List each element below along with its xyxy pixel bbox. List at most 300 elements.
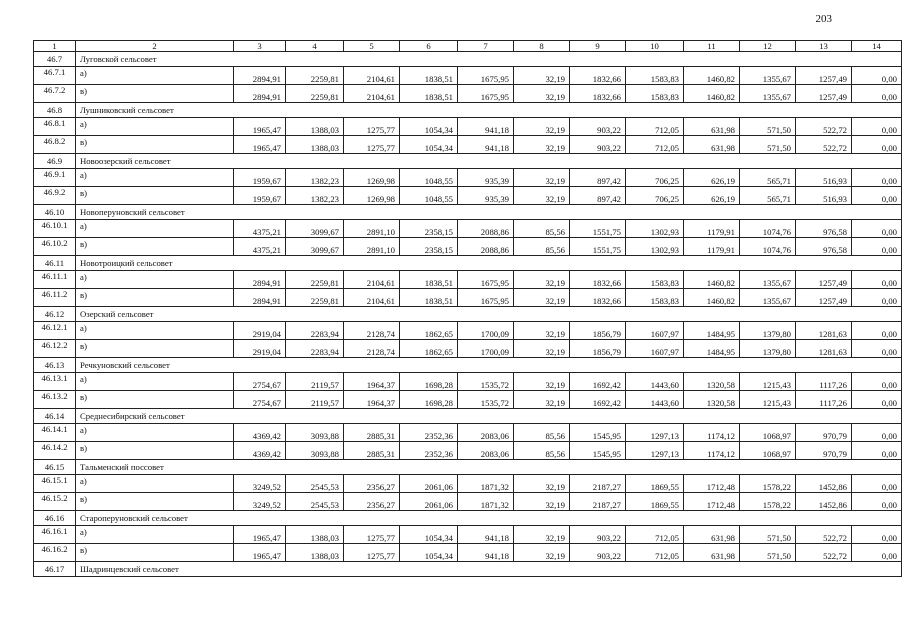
value-cell: 32,19 — [514, 526, 570, 544]
value-cell: 1607,97 — [626, 340, 684, 358]
value-cell: 571,50 — [740, 136, 796, 154]
column-number: 11 — [684, 41, 740, 52]
value-cell: 712,05 — [626, 526, 684, 544]
value-cell: 85,56 — [514, 424, 570, 442]
value-cell: 1583,83 — [626, 289, 684, 307]
column-number: 14 — [852, 41, 902, 52]
table-row — [34, 169, 902, 187]
value-cell: 4369,42 — [234, 442, 286, 460]
value-cell: 1964,37 — [344, 373, 400, 391]
value-cell: 2545,53 — [286, 475, 344, 493]
value-cell: 1832,66 — [570, 271, 626, 289]
value-cell: 2104,61 — [344, 85, 400, 103]
value-cell: 522,72 — [796, 136, 852, 154]
value-cell: 1862,65 — [400, 322, 458, 340]
value-cell: 32,19 — [514, 289, 570, 307]
row-code: 46.9.2 — [34, 187, 76, 205]
value-cell: 1832,66 — [570, 85, 626, 103]
section-row — [34, 358, 902, 373]
value-cell: 1048,55 — [400, 169, 458, 187]
value-cell: 1179,91 — [684, 238, 740, 256]
value-cell: 1838,51 — [400, 67, 458, 85]
value-cell: 1460,82 — [684, 85, 740, 103]
value-cell: 903,22 — [570, 136, 626, 154]
value-cell: 1074,76 — [740, 238, 796, 256]
value-cell: 1856,79 — [570, 322, 626, 340]
value-cell: 935,39 — [458, 187, 514, 205]
value-cell: 2356,27 — [344, 475, 400, 493]
value-cell: 2919,04 — [234, 340, 286, 358]
column-number: 9 — [570, 41, 626, 52]
value-cell: 1838,51 — [400, 271, 458, 289]
row-label: в) — [76, 289, 234, 307]
value-cell: 0,00 — [852, 289, 902, 307]
value-cell: 4375,21 — [234, 220, 286, 238]
section-code: 46.12 — [34, 307, 76, 322]
row-code: 46.16.1 — [34, 526, 76, 544]
value-cell: 1583,83 — [626, 85, 684, 103]
table-row — [34, 271, 902, 289]
value-cell: 2259,81 — [286, 85, 344, 103]
value-cell: 903,22 — [570, 526, 626, 544]
value-cell: 1964,37 — [344, 391, 400, 409]
value-cell: 1545,95 — [570, 424, 626, 442]
column-number: 10 — [626, 41, 684, 52]
value-cell: 0,00 — [852, 391, 902, 409]
section-row — [34, 562, 902, 577]
row-code: 46.11.1 — [34, 271, 76, 289]
value-cell: 32,19 — [514, 187, 570, 205]
value-cell: 941,18 — [458, 136, 514, 154]
row-code: 46.16.2 — [34, 544, 76, 562]
value-cell: 2088,86 — [458, 238, 514, 256]
row-label: а) — [76, 220, 234, 238]
section-code: 46.17 — [34, 562, 76, 577]
table-row — [34, 493, 902, 511]
value-cell: 970,79 — [796, 442, 852, 460]
row-label: в) — [76, 391, 234, 409]
value-cell: 1578,22 — [740, 475, 796, 493]
row-label: в) — [76, 544, 234, 562]
section-row — [34, 205, 902, 220]
value-cell: 976,58 — [796, 220, 852, 238]
value-cell: 941,18 — [458, 526, 514, 544]
value-cell: 32,19 — [514, 322, 570, 340]
value-cell: 1869,55 — [626, 475, 684, 493]
value-cell: 1452,86 — [796, 475, 852, 493]
value-cell: 2352,36 — [400, 442, 458, 460]
tariff-table-body — [34, 41, 902, 577]
section-row — [34, 256, 902, 271]
section-name: Озерский сельсовет — [76, 307, 902, 322]
value-cell: 1959,67 — [234, 187, 286, 205]
value-cell: 2919,04 — [234, 322, 286, 340]
row-label: а) — [76, 67, 234, 85]
section-name: Речкуновский сельсовет — [76, 358, 902, 373]
value-cell: 2754,67 — [234, 391, 286, 409]
section-code: 46.10 — [34, 205, 76, 220]
value-cell: 712,05 — [626, 544, 684, 562]
section-row — [34, 409, 902, 424]
value-cell: 1675,95 — [458, 67, 514, 85]
value-cell: 1257,49 — [796, 85, 852, 103]
value-cell: 32,19 — [514, 493, 570, 511]
column-number: 6 — [400, 41, 458, 52]
section-code: 46.15 — [34, 460, 76, 475]
value-cell: 2894,91 — [234, 271, 286, 289]
value-cell: 0,00 — [852, 169, 902, 187]
value-cell: 2259,81 — [286, 67, 344, 85]
value-cell: 85,56 — [514, 442, 570, 460]
value-cell: 0,00 — [852, 136, 902, 154]
row-label: в) — [76, 238, 234, 256]
value-cell: 2891,10 — [344, 220, 400, 238]
column-number: 5 — [344, 41, 400, 52]
table-row — [34, 118, 902, 136]
row-label: а) — [76, 373, 234, 391]
section-row — [34, 154, 902, 169]
column-number: 8 — [514, 41, 570, 52]
value-cell: 2083,06 — [458, 442, 514, 460]
value-cell: 1388,03 — [286, 118, 344, 136]
value-cell: 1269,98 — [344, 187, 400, 205]
value-cell: 0,00 — [852, 85, 902, 103]
value-cell: 1355,67 — [740, 289, 796, 307]
section-name: Лушниковский сельсовет — [76, 103, 902, 118]
value-cell: 1320,58 — [684, 391, 740, 409]
value-cell: 1535,72 — [458, 391, 514, 409]
value-cell: 32,19 — [514, 391, 570, 409]
value-cell: 1054,34 — [400, 544, 458, 562]
value-cell: 1692,42 — [570, 391, 626, 409]
value-cell: 1054,34 — [400, 526, 458, 544]
value-cell: 1355,67 — [740, 271, 796, 289]
value-cell: 0,00 — [852, 442, 902, 460]
section-name: Новоозерский сельсовет — [76, 154, 902, 169]
value-cell: 0,00 — [852, 271, 902, 289]
table-row — [34, 424, 902, 442]
section-code: 46.11 — [34, 256, 76, 271]
value-cell: 1215,43 — [740, 391, 796, 409]
row-code: 46.14.2 — [34, 442, 76, 460]
value-cell: 1302,93 — [626, 238, 684, 256]
row-label: в) — [76, 493, 234, 511]
table-row — [34, 289, 902, 307]
column-number: 4 — [286, 41, 344, 52]
value-cell: 970,79 — [796, 424, 852, 442]
value-cell: 2894,91 — [234, 85, 286, 103]
value-cell: 1275,77 — [344, 544, 400, 562]
value-cell: 2128,74 — [344, 322, 400, 340]
value-cell: 1832,66 — [570, 289, 626, 307]
value-cell: 571,50 — [740, 118, 796, 136]
value-cell: 0,00 — [852, 220, 902, 238]
value-cell: 897,42 — [570, 169, 626, 187]
value-cell: 85,56 — [514, 220, 570, 238]
section-row — [34, 460, 902, 475]
value-cell: 1700,09 — [458, 322, 514, 340]
value-cell: 1551,75 — [570, 220, 626, 238]
value-cell: 1545,95 — [570, 442, 626, 460]
value-cell: 1484,95 — [684, 322, 740, 340]
value-cell: 1551,75 — [570, 238, 626, 256]
section-row — [34, 103, 902, 118]
value-cell: 1048,55 — [400, 187, 458, 205]
row-code: 46.9.1 — [34, 169, 76, 187]
value-cell: 516,93 — [796, 169, 852, 187]
value-cell: 1382,23 — [286, 187, 344, 205]
table-row — [34, 544, 902, 562]
value-cell: 712,05 — [626, 118, 684, 136]
value-cell: 32,19 — [514, 340, 570, 358]
value-cell: 522,72 — [796, 118, 852, 136]
value-cell: 1382,23 — [286, 169, 344, 187]
value-cell: 1379,80 — [740, 322, 796, 340]
row-code: 46.15.1 — [34, 475, 76, 493]
value-cell: 976,58 — [796, 238, 852, 256]
row-label: а) — [76, 475, 234, 493]
row-code: 46.10.1 — [34, 220, 76, 238]
value-cell: 706,25 — [626, 187, 684, 205]
section-name: Среднесибирский сельсовет — [76, 409, 902, 424]
row-label: в) — [76, 187, 234, 205]
value-cell: 1460,82 — [684, 67, 740, 85]
row-code: 46.10.2 — [34, 238, 76, 256]
value-cell: 1257,49 — [796, 289, 852, 307]
row-label: а) — [76, 118, 234, 136]
value-cell: 0,00 — [852, 187, 902, 205]
value-cell: 1215,43 — [740, 373, 796, 391]
row-code: 46.14.1 — [34, 424, 76, 442]
value-cell: 1578,22 — [740, 493, 796, 511]
row-label: в) — [76, 340, 234, 358]
value-cell: 1388,03 — [286, 526, 344, 544]
value-cell: 32,19 — [514, 475, 570, 493]
value-cell: 1484,95 — [684, 340, 740, 358]
value-cell: 1838,51 — [400, 85, 458, 103]
value-cell: 1388,03 — [286, 544, 344, 562]
value-cell: 1355,67 — [740, 85, 796, 103]
value-cell: 1281,63 — [796, 322, 852, 340]
value-cell: 1302,93 — [626, 220, 684, 238]
value-cell: 32,19 — [514, 373, 570, 391]
value-cell: 941,18 — [458, 118, 514, 136]
value-cell: 1832,66 — [570, 67, 626, 85]
value-cell: 2187,27 — [570, 493, 626, 511]
value-cell: 2119,57 — [286, 391, 344, 409]
value-cell: 2104,61 — [344, 289, 400, 307]
value-cell: 1275,77 — [344, 526, 400, 544]
section-code: 46.7 — [34, 52, 76, 67]
value-cell: 1535,72 — [458, 373, 514, 391]
row-code: 46.8.2 — [34, 136, 76, 154]
table-row — [34, 67, 902, 85]
value-cell: 1698,28 — [400, 373, 458, 391]
value-cell: 1054,34 — [400, 118, 458, 136]
value-cell: 0,00 — [852, 475, 902, 493]
value-cell: 1700,09 — [458, 340, 514, 358]
column-number: 7 — [458, 41, 514, 52]
value-cell: 1068,97 — [740, 442, 796, 460]
table-row — [34, 322, 902, 340]
value-cell: 1838,51 — [400, 289, 458, 307]
value-cell: 3093,88 — [286, 442, 344, 460]
value-cell: 1712,48 — [684, 475, 740, 493]
value-cell: 2885,31 — [344, 442, 400, 460]
row-code: 46.7.2 — [34, 85, 76, 103]
value-cell: 3099,67 — [286, 220, 344, 238]
value-cell: 1965,47 — [234, 544, 286, 562]
row-label: а) — [76, 169, 234, 187]
value-cell: 941,18 — [458, 544, 514, 562]
value-cell: 3249,52 — [234, 493, 286, 511]
page-number: 203 — [815, 13, 832, 25]
value-cell: 1174,12 — [684, 442, 740, 460]
value-cell: 631,98 — [684, 118, 740, 136]
table-row — [34, 220, 902, 238]
value-cell: 1871,32 — [458, 493, 514, 511]
row-code: 46.15.2 — [34, 493, 76, 511]
row-label: а) — [76, 424, 234, 442]
section-name: Тальменский поссовет — [76, 460, 902, 475]
value-cell: 2104,61 — [344, 271, 400, 289]
value-cell: 897,42 — [570, 187, 626, 205]
value-cell: 1257,49 — [796, 271, 852, 289]
row-label: а) — [76, 526, 234, 544]
value-cell: 1443,60 — [626, 373, 684, 391]
value-cell: 1959,67 — [234, 169, 286, 187]
value-cell: 2088,86 — [458, 220, 514, 238]
value-cell: 2119,57 — [286, 373, 344, 391]
value-cell: 1460,82 — [684, 271, 740, 289]
value-cell: 2187,27 — [570, 475, 626, 493]
value-cell: 1443,60 — [626, 391, 684, 409]
value-cell: 1869,55 — [626, 493, 684, 511]
value-cell: 0,00 — [852, 526, 902, 544]
row-code: 46.11.2 — [34, 289, 76, 307]
section-code: 46.13 — [34, 358, 76, 373]
value-cell: 2754,67 — [234, 373, 286, 391]
table-row — [34, 340, 902, 358]
value-cell: 1074,76 — [740, 220, 796, 238]
value-cell: 0,00 — [852, 424, 902, 442]
section-row — [34, 307, 902, 322]
value-cell: 3249,52 — [234, 475, 286, 493]
value-cell: 3093,88 — [286, 424, 344, 442]
row-code: 46.13.1 — [34, 373, 76, 391]
value-cell: 626,19 — [684, 187, 740, 205]
value-cell: 32,19 — [514, 67, 570, 85]
value-cell: 1269,98 — [344, 169, 400, 187]
value-cell: 1257,49 — [796, 67, 852, 85]
value-cell: 2358,15 — [400, 220, 458, 238]
value-cell: 0,00 — [852, 67, 902, 85]
value-cell: 2358,15 — [400, 238, 458, 256]
value-cell: 516,93 — [796, 187, 852, 205]
value-cell: 1379,80 — [740, 340, 796, 358]
value-cell: 0,00 — [852, 493, 902, 511]
section-row — [34, 52, 902, 67]
value-cell: 2352,36 — [400, 424, 458, 442]
column-number: 13 — [796, 41, 852, 52]
value-cell: 32,19 — [514, 118, 570, 136]
value-cell: 1856,79 — [570, 340, 626, 358]
row-label: в) — [76, 136, 234, 154]
column-number: 1 — [34, 41, 76, 52]
value-cell: 4369,42 — [234, 424, 286, 442]
table-row — [34, 373, 902, 391]
value-cell: 1965,47 — [234, 526, 286, 544]
value-cell: 1297,13 — [626, 424, 684, 442]
value-cell: 903,22 — [570, 544, 626, 562]
value-cell: 1698,28 — [400, 391, 458, 409]
row-code: 46.7.1 — [34, 67, 76, 85]
value-cell: 0,00 — [852, 238, 902, 256]
value-cell: 2061,06 — [400, 493, 458, 511]
value-cell: 2083,06 — [458, 424, 514, 442]
value-cell: 2283,94 — [286, 340, 344, 358]
value-cell: 1871,32 — [458, 475, 514, 493]
value-cell: 0,00 — [852, 373, 902, 391]
value-cell: 1583,83 — [626, 271, 684, 289]
value-cell: 2061,06 — [400, 475, 458, 493]
section-code: 46.16 — [34, 511, 76, 526]
value-cell: 1297,13 — [626, 442, 684, 460]
row-code: 46.12.1 — [34, 322, 76, 340]
column-number: 3 — [234, 41, 286, 52]
value-cell: 1117,26 — [796, 373, 852, 391]
row-code: 46.12.2 — [34, 340, 76, 358]
value-cell: 2259,81 — [286, 289, 344, 307]
value-cell: 1675,95 — [458, 85, 514, 103]
column-number-row — [34, 41, 902, 52]
value-cell: 1117,26 — [796, 391, 852, 409]
column-number: 2 — [76, 41, 234, 52]
value-cell: 706,25 — [626, 169, 684, 187]
value-cell: 631,98 — [684, 526, 740, 544]
value-cell: 712,05 — [626, 136, 684, 154]
value-cell: 32,19 — [514, 169, 570, 187]
table-row — [34, 238, 902, 256]
value-cell: 565,71 — [740, 187, 796, 205]
value-cell: 1965,47 — [234, 136, 286, 154]
value-cell: 2104,61 — [344, 67, 400, 85]
row-code: 46.13.2 — [34, 391, 76, 409]
tariff-table — [33, 40, 902, 577]
value-cell: 1583,83 — [626, 67, 684, 85]
value-cell: 626,19 — [684, 169, 740, 187]
row-label: а) — [76, 271, 234, 289]
value-cell: 2128,74 — [344, 340, 400, 358]
value-cell: 1388,03 — [286, 136, 344, 154]
table-row — [34, 442, 902, 460]
value-cell: 1607,97 — [626, 322, 684, 340]
value-cell: 1862,65 — [400, 340, 458, 358]
table-row — [34, 526, 902, 544]
value-cell: 1712,48 — [684, 493, 740, 511]
row-label: в) — [76, 442, 234, 460]
value-cell: 4375,21 — [234, 238, 286, 256]
value-cell: 2894,91 — [234, 289, 286, 307]
value-cell: 571,50 — [740, 526, 796, 544]
value-cell: 1320,58 — [684, 373, 740, 391]
value-cell: 522,72 — [796, 544, 852, 562]
value-cell: 1275,77 — [344, 118, 400, 136]
value-cell: 32,19 — [514, 271, 570, 289]
section-name: Луговской сельсовет — [76, 52, 902, 67]
table-row — [34, 391, 902, 409]
section-name: Новотроицкий сельсовет — [76, 256, 902, 271]
